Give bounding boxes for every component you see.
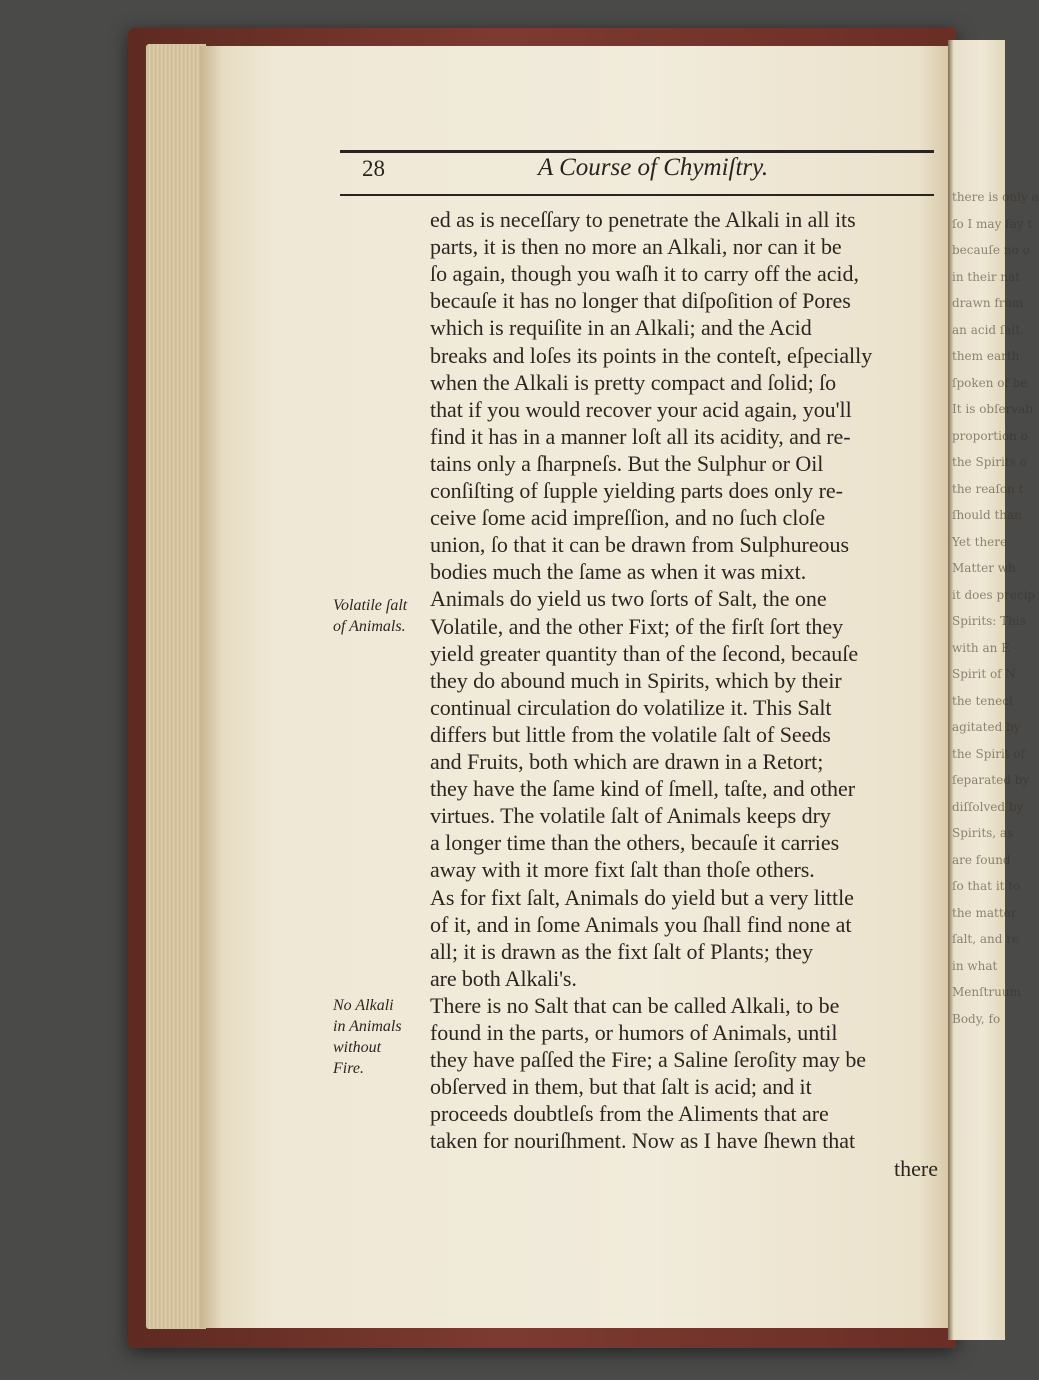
running-title: A Course of Chymiſtry.: [538, 154, 769, 181]
facing-page-edge: [948, 40, 1039, 1340]
facing-page-fragment: the tenecl: [952, 693, 1013, 708]
margin-note-volatile-salt: [333, 595, 407, 637]
text-line: found in the parts, or humors of Animals, until: [430, 1020, 838, 1045]
margin-note-line: of Animals.: [333, 618, 406, 635]
text-line: breaks and loſes its points in the conteſt, eſpecially: [430, 342, 873, 368]
text-line: Volatile, and the other Fixt; of the firſt ſort they: [430, 613, 844, 639]
facing-page-fragment: Matter wh: [952, 561, 1016, 575]
facing-page-fragment: Menſtruum: [952, 985, 1021, 999]
facing-page-fragment: ſhould than: [952, 508, 1022, 522]
facing-page-fragment: there is only a: [952, 190, 1039, 204]
margin-note-line: Volatile ſalt: [333, 597, 408, 614]
facing-page-fragment: in their nat: [952, 269, 1021, 284]
text-line: a longer time than the others, becauſe it carries: [430, 830, 840, 856]
text-line: continual circulation do volatilize it. This Salt: [430, 694, 832, 720]
margin-note-line: in Animals: [333, 1018, 402, 1035]
facing-page-fragment: drawn from: [952, 296, 1024, 310]
text-line: that if you would recover your acid again, you'll: [430, 396, 852, 422]
facing-page-fragment: diſſolved by: [952, 799, 1024, 814]
text-line: There is no Salt that can be called Alkali, to be: [430, 992, 840, 1018]
text-line: bodies much the ſame as when it was mixt.: [430, 559, 807, 585]
facing-page-fragment: it does precip: [952, 587, 1036, 602]
facing-page-fragment: the Spirits o: [952, 455, 1027, 469]
text-line: are both Alkali's.: [430, 965, 577, 991]
text-line: ed as is neceſſary to penetrate the Alkali in all its: [430, 207, 856, 232]
facing-page-fragment: ſeparated by: [952, 773, 1030, 787]
header-rule-bottom: [340, 194, 934, 196]
facing-page-fragment: Yet there: [952, 534, 1008, 549]
facing-page-fragment: ſpoken of be: [952, 375, 1028, 390]
facing-page-fragment: It is obſervab: [952, 402, 1033, 416]
facing-page-fragment: in what: [952, 958, 998, 973]
text-line: all; it is drawn as the fixt ſalt of Plants; they: [430, 938, 813, 964]
margin-note-line: without: [333, 1039, 382, 1056]
text-line: when the Alkali is pretty compact and ſolid; ſo: [430, 369, 837, 395]
facing-page-fragment: ſalt, and re: [952, 932, 1020, 946]
margin-note-line: No Alkali: [333, 997, 394, 1014]
text-line: virtues. The volatile ſalt of Animals keeps dry: [430, 803, 831, 829]
text-line: taken for nouriſhment. Now as I have ſhewn that: [430, 1128, 856, 1154]
text-line: parts, it is then no more an Alkali, nor can it be: [430, 234, 842, 260]
facing-page-fragment: them earth: [952, 349, 1020, 363]
margin-note-line: Fire.: [333, 1060, 364, 1077]
text-line: ſo again, though you waſh it to carry off the acid,: [430, 261, 859, 287]
facing-page-fragment: ſo that it to: [952, 879, 1021, 893]
facing-page-fragment: Spirit of N: [952, 667, 1016, 681]
text-line: they have paſſed the Fire; a Saline ſeroſity may be: [430, 1047, 867, 1073]
text-line: tains only a ſharpneſs. But the Sulphur or Oil: [430, 450, 824, 476]
text-line: away with it more fixt ſalt than thoſe others.: [430, 857, 815, 883]
text-line: conſiſting of ſupple yielding parts does only re-: [430, 478, 843, 503]
facing-page-fragment: the Spirit of: [952, 746, 1026, 761]
page-number: 28: [362, 156, 385, 181]
text-line: which is requiſite in an Alkali; and the Acid: [430, 315, 812, 341]
facing-page-fragment: proportion o: [952, 428, 1028, 443]
text-line: of it, and in ſome Animals you ſhall find none at: [430, 911, 852, 937]
facing-page-fragment: agitated by: [952, 720, 1021, 734]
text-line: As for fixt ſalt, Animals do yield but a very little: [430, 884, 854, 910]
facing-page-fragment: the reaſon t: [952, 481, 1024, 496]
text-line: there: [894, 1155, 938, 1181]
text-line: they have the ſame kind of ſmell, taſte, and other: [430, 776, 856, 802]
text-line: find it has in a manner loſt all its acidity, and re-: [430, 423, 851, 449]
text-line: ceive ſome acid impreſſion, and no ſuch cloſe: [430, 505, 826, 531]
page-edges: [146, 44, 206, 1329]
text-line: becauſe it has no longer that diſpoſition of Pores: [430, 288, 851, 314]
facing-page-fragment: Spirits: This: [952, 614, 1026, 628]
facing-page-fragment: Spirits, as: [952, 826, 1014, 840]
margin-note-no-alkali: [333, 995, 402, 1079]
facing-page-fragment: ſo I may ſay t: [952, 216, 1033, 231]
text-line: Animals do yield us two ſorts of Salt, the one: [430, 586, 827, 612]
header-rule-top: [340, 150, 934, 153]
text-line: proceeds doubtleſs from the Aliments that are: [430, 1101, 829, 1127]
text-line: differs but little from the volatile ſalt of Seeds: [430, 721, 831, 747]
text-line: union, ſo that it can be drawn from Sulphureous: [430, 532, 849, 558]
text-line: and Fruits, both which are drawn in a Retort;: [430, 749, 824, 774]
facing-page-fragment: an acid ſalt.: [952, 322, 1024, 337]
facing-page-fragment: with an E: [952, 640, 1010, 655]
text-line: they do abound much in Spirits, which by their: [430, 667, 842, 693]
text-line: yield greater quantity than of the ſecond, becauſe: [430, 640, 859, 666]
facing-page-fragment: are found: [952, 852, 1011, 867]
facing-page-fragment: Body, fo: [952, 1011, 1001, 1026]
text-line: obſerved in them, but that ſalt is acid; and it: [430, 1074, 812, 1100]
facing-page-fragment: the matter: [952, 905, 1017, 920]
facing-page-fragment: becauſe no o: [952, 243, 1030, 257]
